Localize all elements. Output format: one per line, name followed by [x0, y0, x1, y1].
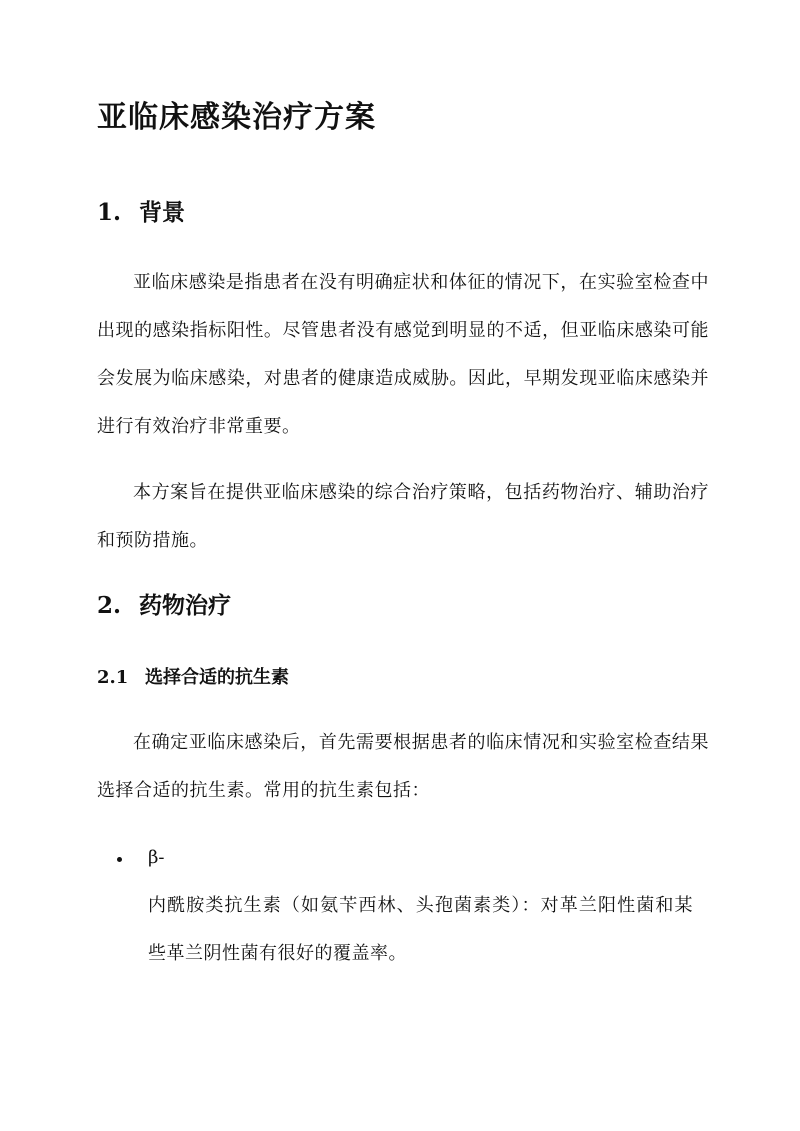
subsection-title: 选择合适的抗生素 — [145, 667, 289, 688]
section-number: 1. — [97, 199, 122, 226]
section-title: 背景 — [139, 199, 185, 226]
antibiotics-paragraph: 在确定亚临床感染后，首先需要根据患者的临床情况和实验室检查结果选择合适的抗生素。常用的抗生素包括： — [97, 732, 709, 801]
bullet-item-body: 内酰胺类抗生素（如氨苄西林、头孢菌素类）：对革兰阳性菌和某些革兰阴性菌有很好的覆盖率。 — [148, 895, 693, 964]
bullet-dot-icon — [117, 857, 122, 862]
subsection-heading-antibiotics — [97, 663, 289, 693]
section-number: 2. — [97, 592, 122, 619]
background-paragraph-1: 亚临床感染是指患者在没有明确症状和体征的情况下，在实验室检查中出现的感染指标阳性。尽管患者没有感觉到明显的不适，但亚临床感染可能会发展为临床感染，对患者的健康造成威胁。因此，早期发现亚临床感染并进行有效治疗非常重要。 — [97, 272, 709, 437]
background-paragraph-2: 本方案旨在提供亚临床感染的综合治疗策略，包括药物治疗、辅助治疗和预防措施。 — [97, 482, 709, 551]
subsection-number: 2.1 — [97, 667, 129, 688]
section-title: 药物治疗 — [139, 592, 231, 619]
bullet-item-head: β- — [148, 847, 165, 868]
section-heading-drug-therapy — [97, 589, 231, 623]
section-heading-background — [97, 196, 185, 230]
document-title: 亚临床感染治疗方案 — [97, 100, 376, 135]
